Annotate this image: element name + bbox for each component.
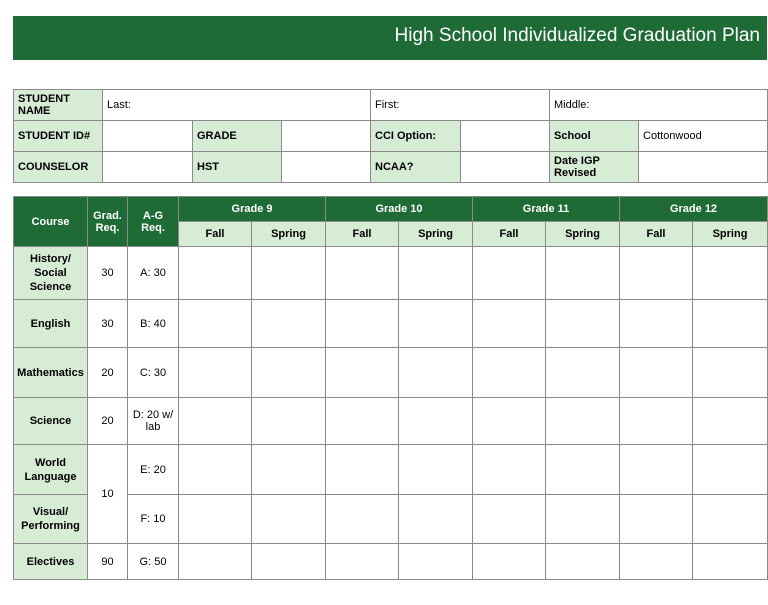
ag-req-header-line: Req. — [141, 221, 165, 234]
date-igp-revised-field[interactable] — [639, 152, 768, 183]
ncaa-label: NCAA? — [371, 152, 461, 183]
ag-req-line: D: 20 w/ — [132, 409, 174, 421]
course-name-line: History/ — [30, 253, 71, 265]
grade-9-spring-cell[interactable] — [252, 445, 326, 495]
grade-11-fall-cell[interactable] — [473, 495, 546, 544]
ag-req-header-line: A-G — [142, 209, 164, 222]
grade-12-spring-cell[interactable] — [693, 300, 768, 348]
grade-11-fall-cell[interactable] — [473, 247, 546, 300]
student-name-row — [14, 90, 768, 121]
cci-option-label: CCI Option: — [371, 121, 461, 152]
course-name-line: Mathematics — [17, 366, 84, 379]
grade-10-spring-cell[interactable] — [399, 348, 473, 398]
ag-req-value — [128, 544, 179, 580]
course-name-line: English — [30, 317, 71, 330]
grade-field[interactable] — [282, 121, 371, 152]
grade-11-spring-cell[interactable] — [546, 398, 620, 445]
course-column-header: Course — [14, 197, 88, 247]
grade-10-spring-cell[interactable] — [399, 247, 473, 300]
grade-12-header: Grade 12 — [620, 197, 768, 222]
ag-req-column-header — [128, 197, 179, 247]
grade-9-fall-cell[interactable] — [179, 247, 252, 300]
grade-10-fall-cell[interactable] — [326, 544, 399, 580]
school-label: School — [550, 121, 639, 152]
course-name-history — [14, 247, 88, 300]
grade-12-spring-cell[interactable] — [693, 544, 768, 580]
grad-req-value: 90 — [88, 544, 128, 580]
student-name-label: STUDENT NAME — [14, 90, 103, 121]
counselor-row — [14, 152, 768, 183]
table-row — [14, 544, 768, 580]
hst-label: HST — [193, 152, 282, 183]
term-spring-header: Spring — [399, 222, 473, 247]
grade-10-fall-cell[interactable] — [326, 398, 399, 445]
grade-header-row — [14, 197, 768, 222]
course-name-line: Science — [29, 281, 72, 293]
last-name-field[interactable] — [103, 90, 371, 121]
grade-9-fall-cell[interactable] — [179, 495, 252, 544]
table-row — [14, 300, 768, 348]
grade-9-fall-cell[interactable] — [179, 348, 252, 398]
grade-11-fall-cell[interactable] — [473, 544, 546, 580]
counselor-label: COUNSELOR — [14, 152, 103, 183]
course-name-visual-performing — [14, 495, 88, 544]
grade-12-fall-cell[interactable] — [620, 445, 693, 495]
first-name-field[interactable] — [371, 90, 550, 121]
grad-req-header-line: Grad. — [93, 209, 122, 222]
grade-11-spring-cell[interactable] — [546, 544, 620, 580]
ag-req-value — [128, 300, 179, 348]
grade-10-fall-cell[interactable] — [326, 247, 399, 300]
grade-11-fall-cell[interactable] — [473, 300, 546, 348]
grade-12-spring-cell[interactable] — [693, 445, 768, 495]
course-name-line: Science — [29, 415, 72, 427]
title-banner — [13, 16, 767, 60]
ag-req-value — [128, 445, 179, 495]
grade-9-fall-cell[interactable] — [179, 398, 252, 445]
grade-11-fall-cell[interactable] — [473, 445, 546, 495]
student-id-field[interactable] — [103, 121, 193, 152]
course-name-line: Language — [24, 470, 77, 483]
grad-req-header-line: Req. — [95, 221, 120, 234]
cci-option-field[interactable] — [461, 121, 550, 152]
ag-req-line: G: 50 — [139, 555, 167, 568]
middle-name-field[interactable] — [550, 90, 768, 121]
grad-req-column-header — [88, 197, 128, 247]
course-name-electives — [14, 544, 88, 580]
table-row — [14, 247, 768, 300]
table-row — [14, 348, 768, 398]
grade-9-header: Grade 9 — [179, 197, 326, 222]
grade-12-fall-cell[interactable] — [620, 348, 693, 398]
grade-10-spring-cell[interactable] — [399, 398, 473, 445]
grade-11-spring-cell[interactable] — [546, 445, 620, 495]
ag-req-value — [128, 398, 179, 445]
table-row — [14, 398, 768, 445]
term-spring-header: Spring — [546, 222, 620, 247]
term-fall-header: Fall — [620, 222, 693, 247]
ag-req-value — [128, 495, 179, 544]
grade-12-spring-cell[interactable] — [693, 348, 768, 398]
school-field[interactable]: Cottonwood — [639, 121, 768, 152]
grade-11-header: Grade 11 — [473, 197, 620, 222]
grade-12-fall-cell[interactable] — [620, 300, 693, 348]
student-info-table — [13, 89, 768, 183]
course-name-english — [14, 300, 88, 348]
grade-10-fall-cell[interactable] — [326, 300, 399, 348]
course-name-line: Social — [34, 267, 67, 279]
grade-9-spring-cell[interactable] — [252, 544, 326, 580]
course-name-line: Electives — [26, 555, 75, 568]
grad-req-value: 10 — [88, 445, 128, 544]
grade-10-spring-cell[interactable] — [399, 544, 473, 580]
grade-10-fall-cell[interactable] — [326, 348, 399, 398]
grade-12-spring-cell[interactable] — [693, 495, 768, 544]
ncaa-field[interactable] — [461, 152, 550, 183]
grade-12-spring-cell[interactable] — [693, 247, 768, 300]
ag-req-line: F: 10 — [140, 513, 166, 525]
term-fall-header: Fall — [473, 222, 546, 247]
grade-9-spring-cell[interactable] — [252, 247, 326, 300]
grade-12-fall-cell[interactable] — [620, 398, 693, 445]
grade-11-spring-cell[interactable] — [546, 300, 620, 348]
grad-req-value: 30 — [88, 300, 128, 348]
term-fall-header: Fall — [326, 222, 399, 247]
grade-9-spring-cell[interactable] — [252, 348, 326, 398]
grade-9-spring-cell[interactable] — [252, 398, 326, 445]
grade-9-fall-cell[interactable] — [179, 300, 252, 348]
grade-12-fall-cell[interactable] — [620, 544, 693, 580]
grade-11-spring-cell[interactable] — [546, 247, 620, 300]
graduation-plan-table — [13, 196, 768, 580]
term-fall-header: Fall — [179, 222, 252, 247]
course-name-mathematics — [14, 348, 88, 398]
course-name-science — [14, 398, 88, 445]
course-name-world-language — [14, 445, 88, 495]
table-row — [14, 445, 768, 495]
ag-req-value — [128, 348, 179, 398]
grade-11-fall-cell[interactable] — [473, 398, 546, 445]
date-igp-revised-label: Date IGP Revised — [550, 152, 639, 183]
hst-field[interactable] — [282, 152, 371, 183]
course-name-line: Visual/ — [32, 506, 69, 518]
grade-10-spring-cell[interactable] — [399, 300, 473, 348]
grade-10-header: Grade 10 — [326, 197, 473, 222]
grade-11-spring-cell[interactable] — [546, 495, 620, 544]
ag-req-line: C: 30 — [139, 366, 167, 379]
grade-11-fall-cell[interactable] — [473, 348, 546, 398]
grad-req-value: 20 — [88, 348, 128, 398]
grade-9-spring-cell[interactable] — [252, 495, 326, 544]
student-id-row — [14, 121, 768, 152]
table-row — [14, 495, 768, 544]
term-spring-header: Spring — [252, 222, 326, 247]
grade-12-fall-cell[interactable] — [620, 495, 693, 544]
term-spring-header: Spring — [693, 222, 768, 247]
ag-req-line: E: 20 — [140, 463, 166, 476]
course-name-line: World — [35, 456, 66, 469]
middle-name-label: Middle: — [554, 99, 590, 111]
student-id-label: STUDENT ID# — [14, 121, 103, 152]
grade-9-fall-cell[interactable] — [179, 544, 252, 580]
last-name-label: Last: — [107, 99, 131, 111]
grade-12-fall-cell[interactable] — [620, 247, 693, 300]
grade-11-spring-cell[interactable] — [546, 348, 620, 398]
grade-10-spring-cell[interactable] — [399, 445, 473, 495]
counselor-field[interactable] — [103, 152, 193, 183]
grade-9-fall-cell[interactable] — [179, 445, 252, 495]
grade-9-spring-cell[interactable] — [252, 300, 326, 348]
grade-10-fall-cell[interactable] — [326, 445, 399, 495]
course-name-line: Performing — [21, 520, 80, 532]
page-title: High School Individualized Graduation Plan — [394, 25, 760, 46]
ag-req-line: A: 30 — [140, 267, 166, 279]
ag-req-line: lab — [145, 421, 161, 433]
ag-req-value — [128, 247, 179, 300]
grade-12-spring-cell[interactable] — [693, 398, 768, 445]
grade-10-spring-cell[interactable] — [399, 495, 473, 544]
grad-req-value: 30 — [88, 247, 128, 300]
grade-10-fall-cell[interactable] — [326, 495, 399, 544]
ag-req-line: B: 40 — [140, 317, 166, 330]
first-name-label: First: — [375, 99, 400, 111]
grad-req-value: 20 — [88, 398, 128, 445]
grade-label: GRADE — [193, 121, 282, 152]
